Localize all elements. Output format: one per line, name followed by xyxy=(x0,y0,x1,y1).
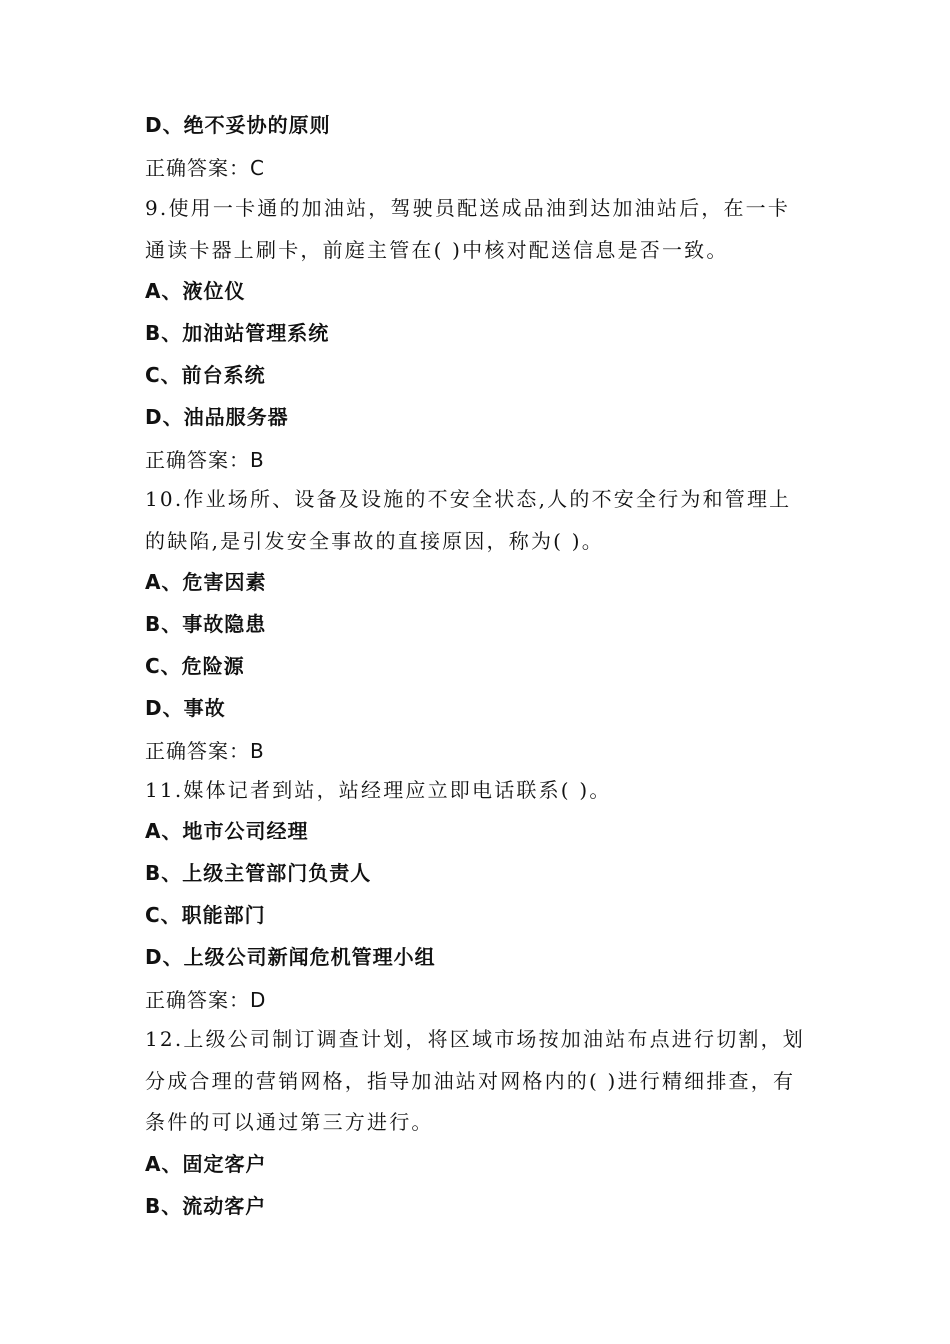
question-line: 分成合理的营销网格，指导加油站对网格内的( )进行精细排查，有 xyxy=(145,1069,796,1093)
answer-line: 正确答案：B xyxy=(145,448,265,472)
question-line: 通读卡器上刷卡，前庭主管在( )中核对配送信息是否一致。 xyxy=(145,238,729,262)
question-line: 9.使用一卡通的加油站，驾驶员配送成品油到达加油站后，在一卡 xyxy=(145,196,791,220)
question-line: 10.作业场所、设备及设施的不安全状态,人的不安全行为和管理上 xyxy=(145,487,792,511)
question-line: 12.上级公司制订调查计划，将区域市场按加油站布点进行切割，划 xyxy=(145,1027,806,1051)
option-line: A、固定客户 xyxy=(145,1152,267,1176)
option-line: B、流动客户 xyxy=(145,1194,267,1218)
option-line: D、上级公司新闻危机管理小组 xyxy=(145,945,436,969)
answer-line: 正确答案：B xyxy=(145,739,265,763)
option-line: A、危害因素 xyxy=(145,570,267,594)
question-line: 的缺陷,是引发安全事故的直接原因，称为( )。 xyxy=(145,529,604,553)
question-line: 条件的可以通过第三方进行。 xyxy=(145,1110,434,1134)
question-line: 11.媒体记者到站，站经理应立即电话联系( )。 xyxy=(145,778,612,802)
option-line: D、绝不妥协的原则 xyxy=(145,113,331,137)
option-line: C、危险源 xyxy=(145,654,245,678)
option-line: C、前台系统 xyxy=(145,363,266,387)
option-line: A、地市公司经理 xyxy=(145,819,309,843)
option-line: C、职能部门 xyxy=(145,903,266,927)
answer-line: 正确答案：C xyxy=(145,156,265,180)
option-line: D、油品服务器 xyxy=(145,405,289,429)
option-line: B、上级主管部门负责人 xyxy=(145,861,372,885)
option-line: B、事故隐患 xyxy=(145,612,267,636)
option-line: B、加油站管理系统 xyxy=(145,321,330,345)
option-line: A、液位仪 xyxy=(145,279,246,303)
option-line: D、事故 xyxy=(145,696,226,720)
answer-line: 正确答案：D xyxy=(145,988,267,1012)
